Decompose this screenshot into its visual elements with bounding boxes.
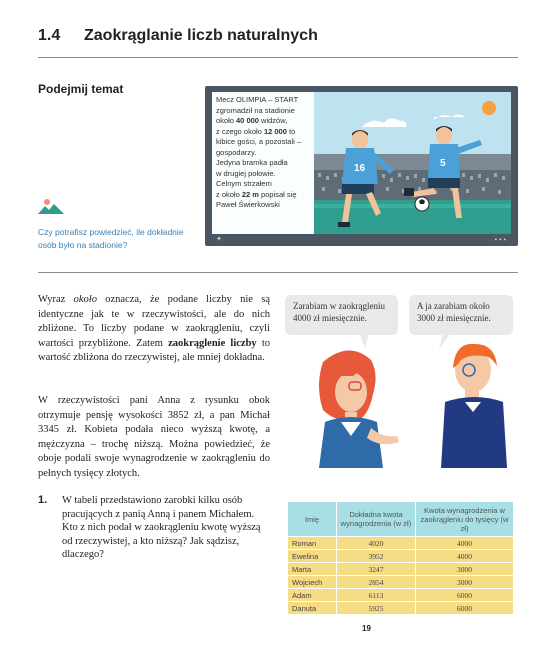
column-header: Imię <box>288 502 337 537</box>
man-michal <box>441 344 507 468</box>
table-cell: Wojciech <box>288 576 337 589</box>
table-row <box>288 537 514 550</box>
header-divider <box>38 57 518 58</box>
player-a-number: 16 <box>354 163 366 174</box>
table-cell: 5925 <box>337 602 416 615</box>
table-row <box>288 589 514 602</box>
table-cell: 4020 <box>337 537 416 550</box>
table-cell: Marta <box>288 563 337 576</box>
speech-bubble-michal: A ja zarabiam około 3000 zł miesięcznie. <box>409 295 513 335</box>
table-cell: 3247 <box>337 563 416 576</box>
stadium-photo <box>205 86 518 246</box>
section-divider <box>38 272 518 273</box>
pagination-dots-icon: ••• <box>494 236 508 244</box>
table-cell: Roman <box>288 537 337 550</box>
table-header-row <box>288 502 514 537</box>
table-row <box>288 576 514 589</box>
table-cell: 4000 <box>416 550 514 563</box>
definition-paragraph: Wyraz około oznacza, że podane liczby nie są identyczne jak te w rzeczywistości, ale do nich zbliżone. To liczby podane w zaokrągleniu, czyli wartości przybliżone. Zatem zaokrąglenie liczby to wartość zbliżona do rzeczywistej, ale mniej dokładna. <box>38 294 271 363</box>
section-number: 1.4 <box>38 27 61 44</box>
woman-anna <box>319 350 399 468</box>
table-cell: 6113 <box>337 589 416 602</box>
page-number: 19 <box>362 624 371 633</box>
example-paragraph: W rzeczywistości pani Anna z rysunku obok otrzymuje pensję wysokości 3852 zł, a pan Michał 3345 zł. Kobieta podała nieco wyższą kwotę, a mężczyzna – trochę niższą. Można powiedzieć, że oboje podali swoje wynagrodzenie w zaokrągleniu do pełnych tysięcy złotych. <box>38 395 270 479</box>
player-b-number: 5 <box>440 158 446 169</box>
exercise-number: 1. <box>38 494 48 506</box>
section-label: Podejmij temat <box>38 82 124 96</box>
star-icon: ✦ <box>216 235 222 243</box>
table-cell: 2854 <box>337 576 416 589</box>
table-row <box>288 602 514 615</box>
table-cell: Adam <box>288 589 337 602</box>
column-header: Kwota wynagrodzenia w zaokrągleniu do tysięcy (w zł) <box>416 502 514 537</box>
table-cell: Ewelina <box>288 550 337 563</box>
table-cell: 6000 <box>416 589 514 602</box>
table-cell: 3952 <box>337 550 416 563</box>
table-cell: Danuta <box>288 602 337 615</box>
table-cell: 3000 <box>416 576 514 589</box>
table-cell: 3000 <box>416 563 514 576</box>
exercise-text: W tabeli przedstawiono zarobki kilku osób pracujących z panią Anną i panem Michałem. Kto z nich podał w zaokrągleniu kwotę wyższą od rzeczywistej, a kto niższą? Jak sądzisz, dlaczego? <box>62 495 261 560</box>
photo-caption: Mecz OLIMPIA – START zgromadził na stadionie około 40 000 widzów, z czego około 12 000 to kibice gości, a pozostali – gospodarzy. Jedyna bramka padła w drugiej połowie. Celnym strzałem z około 22 m popisał się Paweł Świerkowski <box>212 92 314 234</box>
column-header: Dokładna kwota wynagrodzenia (w zł) <box>337 502 416 537</box>
table-cell: 6000 <box>416 602 514 615</box>
speech-bubble-anna: Zarabiam w zaokrągleniu 4000 zł miesięcznie. <box>285 295 398 335</box>
salary-table <box>287 501 514 615</box>
table-row <box>288 563 514 576</box>
table-cell: 4000 <box>416 537 514 550</box>
intro-question: Czy potrafisz powiedzieć, ile dokładnie osób było na stadionie? <box>38 227 184 250</box>
two-people-illustration <box>285 332 518 468</box>
page-title: Zaokrąglanie liczb naturalnych <box>84 27 318 44</box>
table-row <box>288 550 514 563</box>
mountain-icon <box>38 197 64 215</box>
